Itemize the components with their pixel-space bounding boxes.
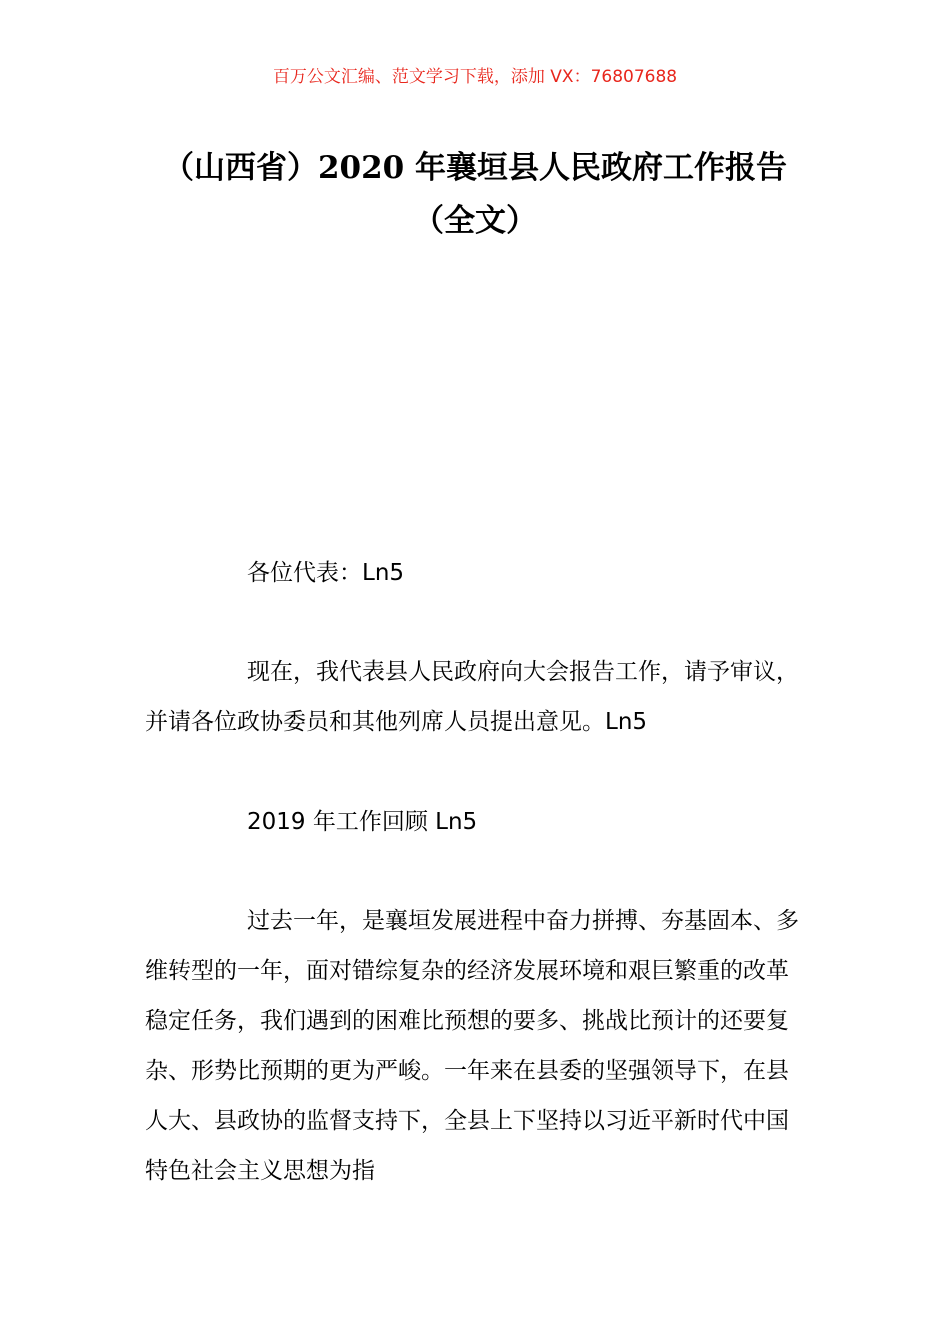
document-title: （山西省）2020 年襄垣县人民政府工作报告（全文）: [162, 150, 788, 239]
review-paragraph: 过去一年，是襄垣发展进程中奋力拼搏、夯基固本、多维转型的一年，面对错综复杂的经济发展环境和艰巨繁重的改革稳定任务，我们遇到的困难比预想的要多、挑战比预计的还要复杂、形势比预期的更为严峻。一年来在县委的坚强领导下，在县人大、县政协的监督支持下，全县上下坚持以习近平新时代中国特色社会主义思想为指: [145, 908, 799, 1184]
intro-paragraph: 现在，我代表县人民政府向大会报告工作，请予审议，并请各位政协委员和其他列席人员提出意见。Ln5: [145, 659, 799, 735]
salutation-paragraph: 各位代表：Ln5: [247, 560, 405, 586]
header-banner-text: 百万公文汇编、范文学习下载，添加 VX：76807688: [272, 67, 678, 87]
section-heading: 2019 年工作回顾 Ln5: [247, 809, 478, 835]
